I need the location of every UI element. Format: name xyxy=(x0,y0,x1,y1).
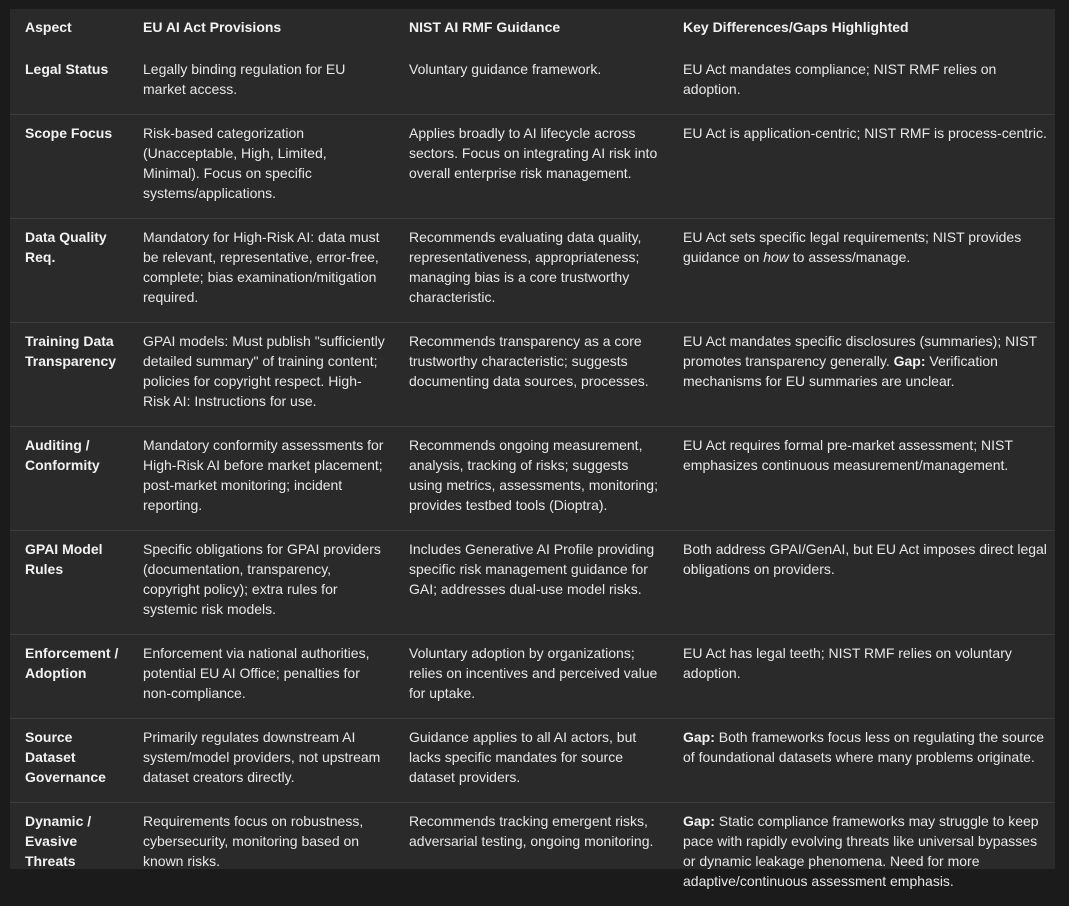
row-nist-guidance: Includes Generative AI Profile providing specific risk management guidance for GAI; addresses dual-use model risks. xyxy=(394,531,668,635)
row-eu-provision: Legally binding regulation for EU market access. xyxy=(128,51,394,115)
table-row xyxy=(10,115,1055,219)
difference-emphasis: how xyxy=(763,249,789,265)
row-aspect: Scope Focus xyxy=(10,115,128,219)
row-difference xyxy=(668,115,1055,219)
row-nist-guidance: Recommends ongoing measurement, analysis, tracking of risks; suggests using metrics, assessments, monitoring; provides testbed tools (Dioptra). xyxy=(394,427,668,531)
row-eu-provision: GPAI models: Must publish "sufficiently detailed summary" of training content; policies for copyright respect. High-Risk AI: Instructions for use. xyxy=(128,323,394,427)
row-eu-provision: Risk-based categorization (Unacceptable, High, Limited, Minimal). Focus on specific systems/applications. xyxy=(128,115,394,219)
row-difference xyxy=(668,219,1055,323)
row-nist-guidance: Guidance applies to all AI actors, but lacks specific mandates for source dataset providers. xyxy=(394,719,668,803)
difference-text: EU Act has legal teeth; NIST RMF relies on voluntary adoption. xyxy=(683,645,1012,681)
row-difference xyxy=(668,803,1055,906)
gap-label: Gap: xyxy=(683,813,715,829)
table-row xyxy=(10,803,1055,906)
row-difference xyxy=(668,531,1055,635)
row-difference xyxy=(668,51,1055,115)
row-nist-guidance: Recommends transparency as a core trustworthy characteristic; suggests documenting data sources, processes. xyxy=(394,323,668,427)
row-eu-provision: Requirements focus on robustness, cybersecurity, monitoring based on known risks. xyxy=(128,803,394,906)
difference-text-pre: EU Act mandates specific disclosures (summaries); NIST promotes transparency generally. xyxy=(683,333,1037,369)
difference-text: Static compliance frameworks may struggle to keep pace with rapidly evolving threats like universal bypasses or dynamic leakage phenomena. Need for more adaptive/continuous assessment emphasis. xyxy=(683,813,1039,889)
difference-text: Both address GPAI/GenAI, but EU Act imposes direct legal obligations on providers. xyxy=(683,541,1047,577)
table-row xyxy=(10,531,1055,635)
difference-text: Both frameworks focus less on regulating the source of foundational datasets where many problems originate. xyxy=(683,729,1044,765)
gap-label: Gap: xyxy=(683,729,715,745)
row-nist-guidance: Applies broadly to AI lifecycle across sectors. Focus on integrating AI risk into overall enterprise risk management. xyxy=(394,115,668,219)
row-aspect: Enforcement / Adoption xyxy=(10,635,128,719)
table-row xyxy=(10,219,1055,323)
row-eu-provision: Enforcement via national authorities, potential EU AI Office; penalties for non-compliance. xyxy=(128,635,394,719)
row-nist-guidance: Recommends evaluating data quality, representativeness, appropriateness; managing bias is a core trustworthy characteristic. xyxy=(394,219,668,323)
difference-text-post: to assess/manage. xyxy=(789,249,910,265)
row-eu-provision: Specific obligations for GPAI providers (documentation, transparency, copyright policy); extra rules for systemic risk models. xyxy=(128,531,394,635)
gap-label: Gap: xyxy=(894,353,926,369)
row-eu-provision: Mandatory conformity assessments for High-Risk AI before market placement; post-market monitoring; incident reporting. xyxy=(128,427,394,531)
row-aspect: Auditing / Conformity xyxy=(10,427,128,531)
row-aspect: GPAI Model Rules xyxy=(10,531,128,635)
row-nist-guidance: Recommends tracking emergent risks, adversarial testing, ongoing monitoring. xyxy=(394,803,668,906)
row-nist-guidance: Voluntary adoption by organizations; relies on incentives and perceived value for uptake. xyxy=(394,635,668,719)
comparison-table-panel xyxy=(10,9,1055,869)
table-row xyxy=(10,719,1055,803)
header-eu-ai-act: EU AI Act Provisions xyxy=(128,9,394,51)
difference-text: EU Act mandates compliance; NIST RMF relies on adoption. xyxy=(683,61,996,97)
row-eu-provision: Mandatory for High-Risk AI: data must be relevant, representative, error-free, complete; bias examination/mitigation required. xyxy=(128,219,394,323)
table-row xyxy=(10,427,1055,531)
row-aspect: Training Data Transparency xyxy=(10,323,128,427)
row-nist-guidance: Voluntary guidance framework. xyxy=(394,51,668,115)
row-aspect: Source Dataset Governance xyxy=(10,719,128,803)
row-aspect: Legal Status xyxy=(10,51,128,115)
row-difference xyxy=(668,427,1055,531)
table-header-row xyxy=(10,9,1055,51)
row-difference xyxy=(668,635,1055,719)
row-difference xyxy=(668,323,1055,427)
table-row xyxy=(10,51,1055,115)
row-aspect: Data Quality Req. xyxy=(10,219,128,323)
header-nist-ai-rmf: NIST AI RMF Guidance xyxy=(394,9,668,51)
header-differences: Key Differences/Gaps Highlighted xyxy=(668,9,1055,51)
difference-text: EU Act is application-centric; NIST RMF is process-centric. xyxy=(683,125,1047,141)
row-aspect: Dynamic / Evasive Threats xyxy=(10,803,128,906)
table-row xyxy=(10,635,1055,719)
header-aspect: Aspect xyxy=(10,9,128,51)
row-eu-provision: Primarily regulates downstream AI system/model providers, not upstream dataset creators directly. xyxy=(128,719,394,803)
table-row xyxy=(10,323,1055,427)
comparison-table xyxy=(10,9,1055,906)
difference-text: Verification mechanisms for EU summaries are unclear. xyxy=(683,353,998,389)
row-difference xyxy=(668,719,1055,803)
difference-text: EU Act requires formal pre-market assessment; NIST emphasizes continuous measurement/management. xyxy=(683,437,1013,473)
difference-text-pre: EU Act sets specific legal requirements; NIST provides guidance on xyxy=(683,229,1021,265)
